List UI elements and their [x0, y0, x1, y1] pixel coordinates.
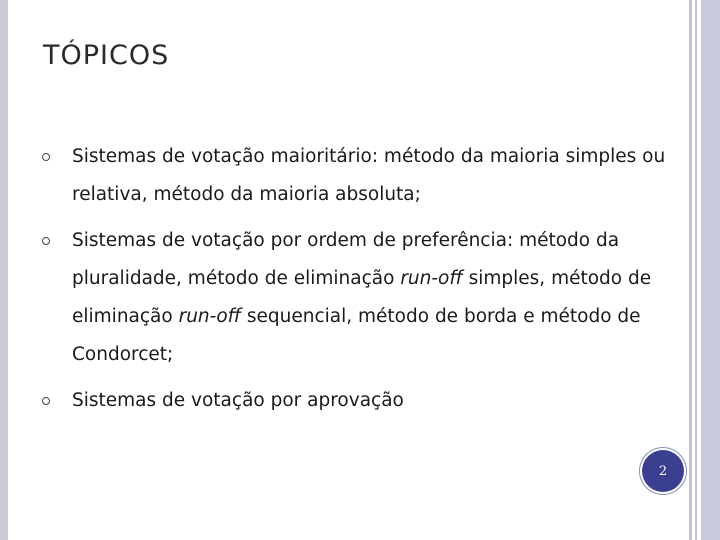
bullet-text: sequencial, método de borda e método de Condorcet; [72, 306, 641, 365]
page-number: 2 [658, 463, 668, 479]
bullet-text: simples, método de eliminação [72, 268, 652, 327]
bullet-text-italic: run-off [178, 306, 241, 327]
bullet-circle-icon [42, 237, 50, 245]
bullet-circle-icon [42, 397, 50, 405]
decorative-bar [701, 0, 720, 540]
bullet-item [40, 382, 690, 420]
page-number-badge [642, 450, 684, 492]
bullet-item [40, 138, 690, 214]
slide-left-border [0, 0, 8, 540]
bullet-text: Sistemas de votação por ordem de preferência: método da pluralidade, método de eliminação [72, 230, 620, 289]
bullet-text-italic: run-off [400, 268, 463, 289]
bullet-text: Sistemas de votação maioritário: método da maioria simples ou relativa, método da maioria absoluta; [72, 146, 666, 205]
bullet-text: Sistemas de votação por aprovação [72, 390, 404, 411]
bullet-circle-icon [42, 153, 50, 161]
bullet-item [40, 222, 690, 374]
slide-title: TÓPICOS [43, 40, 170, 71]
decorative-bar [695, 0, 697, 540]
bullet-list [40, 138, 690, 428]
